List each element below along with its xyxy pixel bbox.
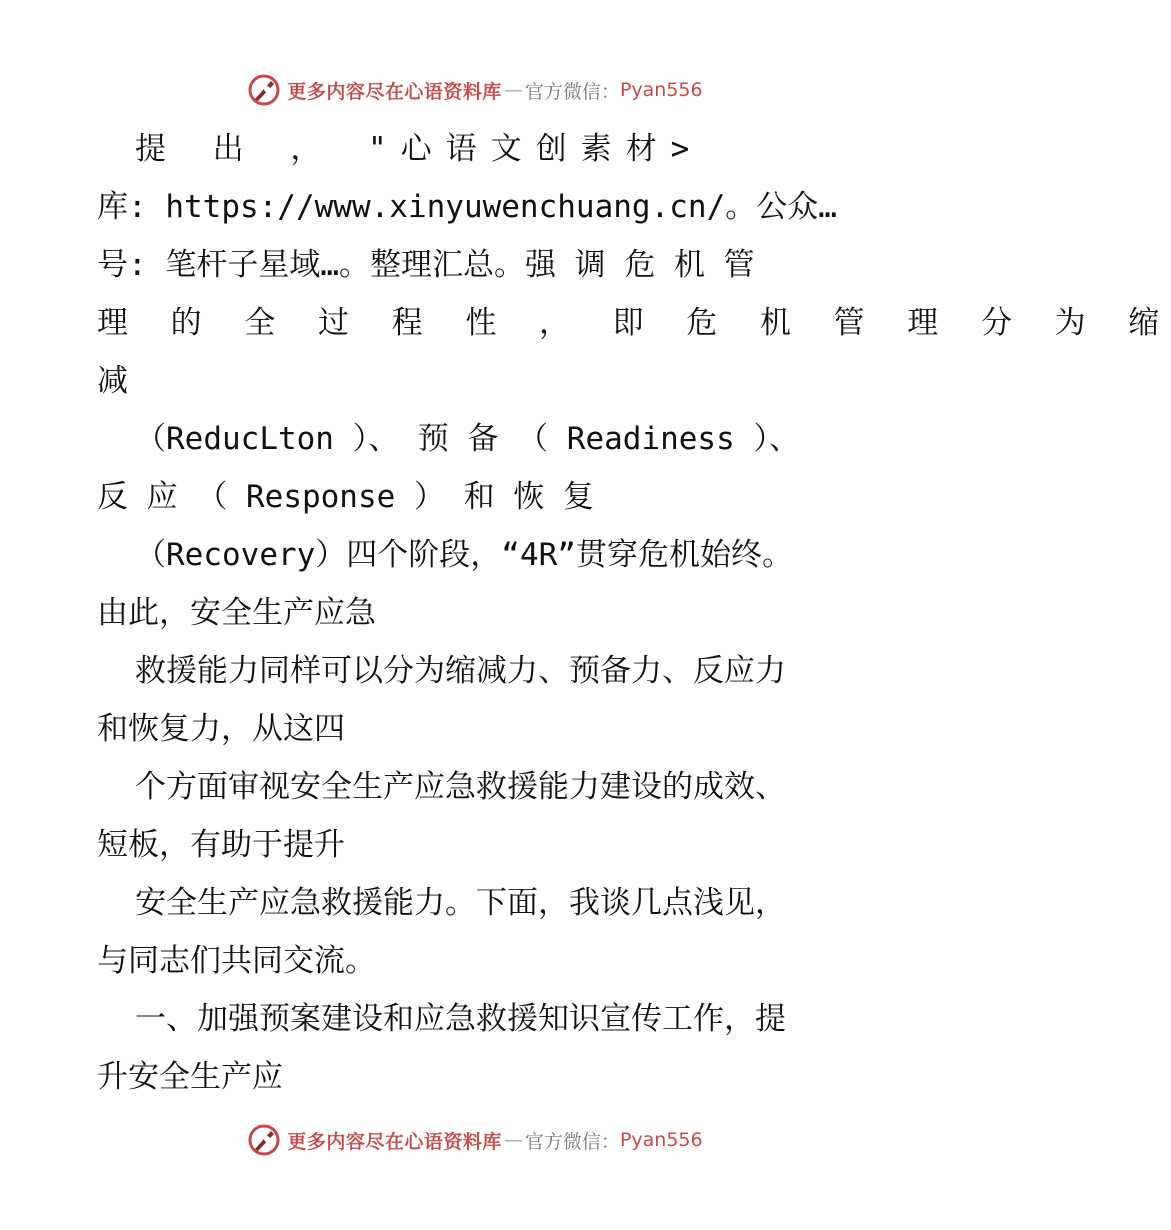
text-line: 和恢复力，从这四 xyxy=(97,711,345,747)
document-body xyxy=(97,120,1171,1106)
text-line: 一、加强预案建设和应急救援知识宣传工作，提 xyxy=(135,1001,786,1037)
quill-logo-icon xyxy=(247,1123,281,1157)
text-line: 安全生产应急救援能力。下面，我谈几点浅见， xyxy=(135,885,786,921)
banner-sub-text: 官方微信： xyxy=(524,1130,620,1153)
banner-sub-text: 官方微信： xyxy=(524,80,620,103)
text-line: 减 xyxy=(97,363,128,399)
banner-wechat-id: Pyan556 xyxy=(619,79,703,101)
text-line: （Recovery）四个阶段，“4R”贯穿危机始终。 xyxy=(135,537,793,573)
text-line: 号: 笔杆子星域…。整理汇总。强 调 危 机 管 xyxy=(97,247,755,283)
text-line: 由此，安全生产应急 xyxy=(97,595,376,631)
text-line: 理 的 全 过 程 性 ， 即 危 机 管 理 分 为 缩 xyxy=(97,305,1171,341)
banner-wechat-id: Pyan556 xyxy=(619,1129,703,1151)
text-line: 提 出 ， "心语文创素材> xyxy=(135,131,704,167)
text-line: 反 应 （ Response ） 和 恢 复 xyxy=(97,479,594,515)
quill-logo-icon xyxy=(247,73,281,107)
text-line: 救援能力同样可以分为缩减力、预备力、反应力 xyxy=(135,653,786,689)
text-line: （ReducLton ）、 预 备 （ Readiness ）、 xyxy=(135,421,800,457)
banner-main-text: 更多内容尽在心语资料库 xyxy=(287,1130,502,1153)
text-line: 升安全生产应 xyxy=(97,1059,283,1095)
text-line: 与同志们共同交流。 xyxy=(97,943,376,979)
header-banner xyxy=(0,70,950,110)
text-line: 库: https://www.xinyuwenchuang.cn/。公众… xyxy=(97,189,837,225)
footer-banner xyxy=(0,1120,950,1160)
banner-separator: — xyxy=(503,79,523,101)
banner-separator: — xyxy=(503,1129,523,1151)
text-line: 短板，有助于提升 xyxy=(97,827,345,863)
banner-main-text: 更多内容尽在心语资料库 xyxy=(287,80,502,103)
text-line: 个方面审视安全生产应急救援能力建设的成效、 xyxy=(135,769,786,805)
